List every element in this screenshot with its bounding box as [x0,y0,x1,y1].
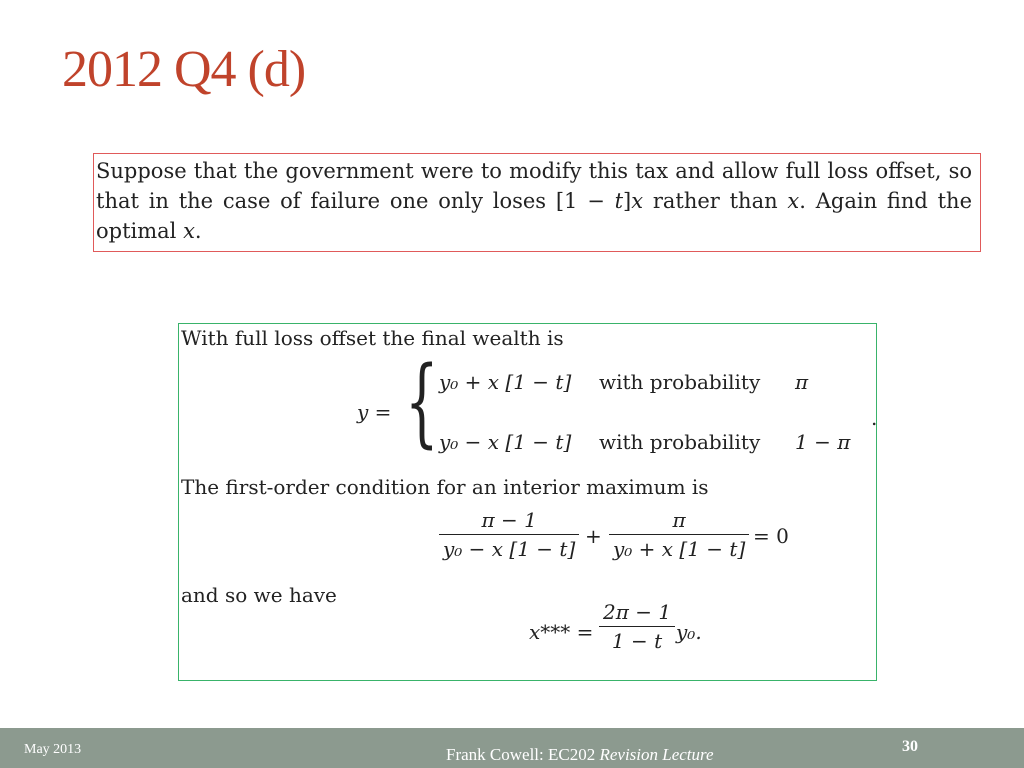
foc-fraction-1-denominator: y₀ − x [1 − t] [443,537,576,561]
question-text-2: ] [623,189,632,213]
answer-box [178,323,877,681]
question-var-x-1: x [631,189,644,213]
footer-date: May 2013 [24,742,82,757]
foc-fraction-2-numerator: π [672,508,686,532]
foc-fraction-1 [439,508,579,561]
solution-tail: y₀. [676,620,702,644]
foc-fraction-1-numerator: π − 1 [481,508,537,532]
foc-fraction-2 [609,508,749,561]
footer-lecture-title: Revision Lecture [599,745,714,764]
wealth-trailing-dot: . [871,406,878,430]
wealth-y-equals: y = [357,400,392,424]
case-success-prob-value: π [795,370,809,394]
question-var-x-2: x [787,189,800,213]
question-text-3: rather than [643,189,788,213]
foc-plus: + [585,524,602,548]
question-text-1: Suppose that the government were to modify this tax and allow full loss offset, so that in the case of failure one only loses [1 − [96,159,972,213]
case-failure-prob-value: 1 − π [795,430,851,454]
answer-intro: With full loss offset the final wealth is [181,326,564,350]
case-failure-expr: y₀ − x [1 − t] [439,430,572,454]
foc-text: The first-order condition for an interior maximum is [181,475,709,499]
slide-footer [0,728,1024,768]
wealth-case-failure [439,430,851,454]
question-text-4: . Again find the optimal [96,189,973,243]
foc-fraction-2-bar [609,534,749,535]
foc-fraction-1-bar [439,534,579,535]
wealth-case-success [439,370,809,394]
solution-bar [599,626,675,627]
foc-fraction-2-denominator: y₀ + x [1 − t] [613,537,746,561]
solution-lhs: x*** = [529,620,594,644]
question-var-t: t [614,189,624,213]
solution-denominator: 1 − t [611,629,663,653]
page-number: 30 [902,738,918,755]
foc-equals-zero: = 0 [753,524,789,548]
solution-fraction [599,600,675,653]
footer-author [446,745,714,765]
case-success-expr: y₀ + x [1 − t] [439,370,572,394]
solution-numerator: 2π − 1 [603,600,672,624]
wealth-brace: { [405,346,439,458]
slide-title: 2012 Q4 (d) [62,41,306,98]
case-failure-prob-label: with probability [599,430,761,454]
question-var-x-3: x [183,219,195,243]
question-text-5: . [194,219,202,243]
footer-author-name: Frank Cowell: EC202 [446,745,600,764]
wealth-piecewise [357,346,878,464]
question-box [93,153,981,252]
case-success-prob-label: with probability [599,370,761,394]
so-text: and so we have [181,583,337,607]
